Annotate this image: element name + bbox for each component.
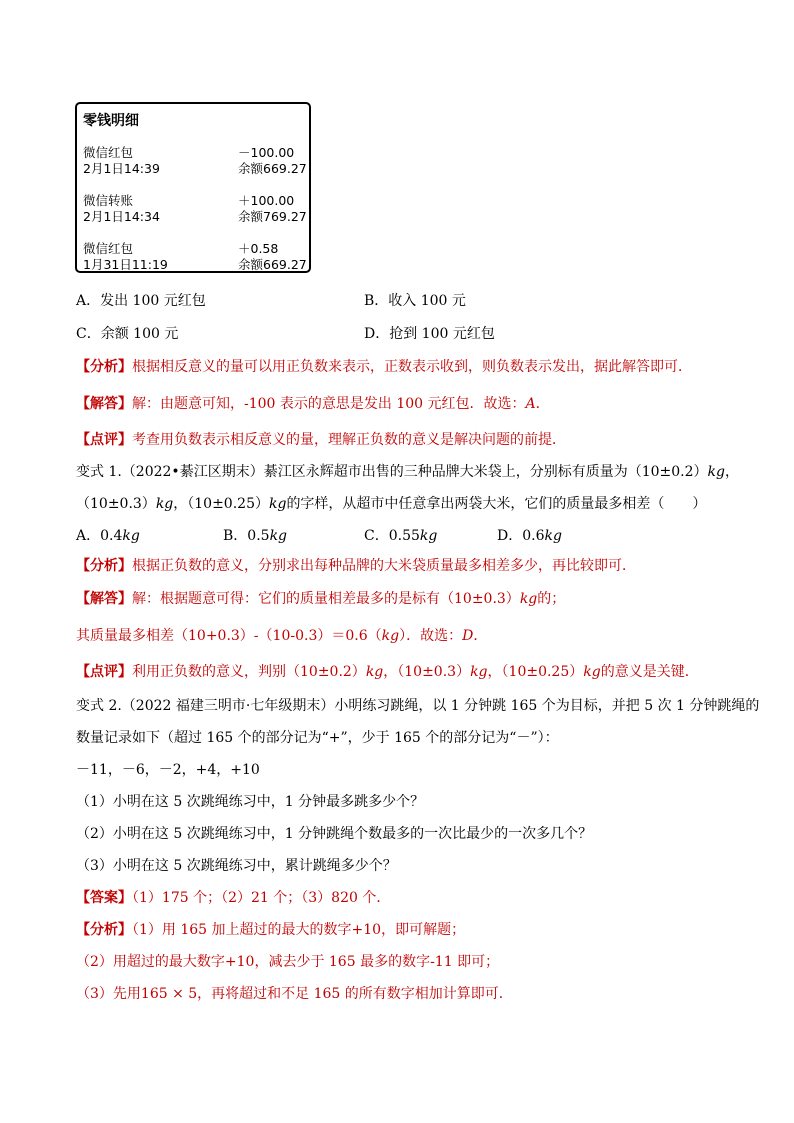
- wallet-item-balance: 余额669.27: [238, 257, 307, 272]
- solution-tag: 【解答】: [76, 396, 132, 412]
- wallet-item-name: 微信红包: [83, 145, 134, 160]
- v2-analysis-2: （2）用超过的最大数字+10，减去少于 165 最多的数字-11 即可；: [76, 954, 500, 970]
- v2-analysis-3: （3）先用165 × 5，再将超过和不足 165 的所有数字相加计算即可．: [76, 986, 513, 1002]
- q1-solution: 【解答】解：由题意可知，-100 表示的意思是发出 100 元红包．故选：A．: [76, 396, 550, 412]
- wallet-item-amount: －100.00: [238, 145, 295, 160]
- v1-option-a: A．0.4kg: [76, 528, 140, 544]
- wallet-item-time: 1月31日11:19: [83, 257, 168, 272]
- wallet-item-balance: 余额769.27: [238, 209, 307, 224]
- wallet-item-balance: 余额669.27: [238, 161, 307, 176]
- v1-solution: 【解答】解：根据题意可得：它们的质量相差最多的是标有（10±0.3）kg的；: [76, 591, 566, 607]
- q1-option-c: C．余额 100 元: [76, 326, 179, 342]
- wallet-title: 零钱明细: [83, 113, 139, 129]
- analysis-text: 根据相反意义的量可以用正负数来表示，正数表示收到，则负数表示发出，据此解答即可．: [132, 359, 692, 375]
- q1-option-d: D．抢到 100 元红包: [364, 326, 495, 342]
- comment-text: 考查用负数表示相反意义的量，理解正负数的意义是解决问题的前提．: [132, 432, 566, 448]
- v2-sub-question-1: （1）小明在这 5 次跳绳练习中，1 分钟最多跳多少个？: [76, 794, 425, 810]
- wallet-detail-panel: [75, 102, 311, 273]
- v2-answer: 【答案】（1）175 个；（2）21 个；（3）820 个．: [76, 890, 391, 906]
- v2-analysis-1: 【分析】（1）用 165 加上超过的最大的数字+10，即可解题；: [76, 922, 466, 938]
- wallet-item-name: 微信转账: [83, 193, 134, 208]
- wallet-item-time: 2月1日14:39: [83, 161, 160, 176]
- v2-sub-question-2: （2）小明在这 5 次跳绳练习中，1 分钟跳绳个数最多的一次比最少的一次多几个？: [76, 826, 593, 842]
- v2-sub-question-3: （3）小明在这 5 次跳绳练习中，累计跳绳多少个？: [76, 858, 397, 874]
- v1-calculation: 其质量最多相差（10+0.3）-（10-0.3）＝0.6（kg）．故选：D．: [76, 628, 488, 644]
- wallet-item-amount: ＋100.00: [238, 193, 295, 208]
- q1-analysis: [76, 357, 692, 377]
- v2-question-line2: 数量记录如下（超过 165 个的部分记为“+”，少于 165 个的部分记为“－”）：: [76, 730, 559, 746]
- q1-option-a: A．发出 100 元红包: [76, 293, 206, 309]
- comment-tag: 【点评】: [76, 432, 132, 448]
- v2-data-line: －11，－6，－2，+4，+10: [76, 762, 260, 778]
- q1-option-b: B．收入 100 元: [364, 293, 466, 309]
- q1-comment: [76, 430, 566, 450]
- v1-question-line1: 变式 1.（2022•綦江区期末）綦江区永辉超市出售的三种品牌大米袋上，分别标有质量为（10±0.2）kg，: [76, 464, 739, 480]
- analysis-tag: 【分析】: [76, 359, 132, 375]
- solution-answer: A: [525, 396, 536, 412]
- unit-kg: kg: [707, 464, 725, 480]
- wallet-item-name: 微信红包: [83, 241, 134, 256]
- v1-comment: 【点评】利用正负数的意义，判别（10±0.2）kg，（10±0.3）kg，（10±0.25）kg的意义是关键．: [76, 664, 699, 680]
- v2-question-line1: 变式 2.（2022 福建三明市·七年级期末）小明练习跳绳，以 1 分钟跳 165 个为目标，并把 5 次 1 分钟跳绳的: [76, 698, 760, 714]
- v1-option-b: B．0.5kg: [223, 528, 288, 544]
- v1-analysis: 【分析】根据正负数的意义，分别求出每种品牌的大米袋质量最多相差多少，再比较即可．: [76, 558, 636, 574]
- wallet-item-time: 2月1日14:34: [83, 209, 160, 224]
- v1-question-line2: （10±0.3）kg，（10±0.25）kg的字样，从超市中任意拿出两袋大米，它们的质量最多相差（ ）: [76, 496, 707, 512]
- v1-option-d: D．0.6kg: [497, 528, 562, 544]
- wallet-item-amount: ＋0.58: [238, 241, 279, 256]
- v1-option-c: C．0.55kg: [364, 528, 438, 544]
- solution-text: 解：由题意可知，-100 表示的意思是发出 100 元红包．故选：: [132, 396, 526, 412]
